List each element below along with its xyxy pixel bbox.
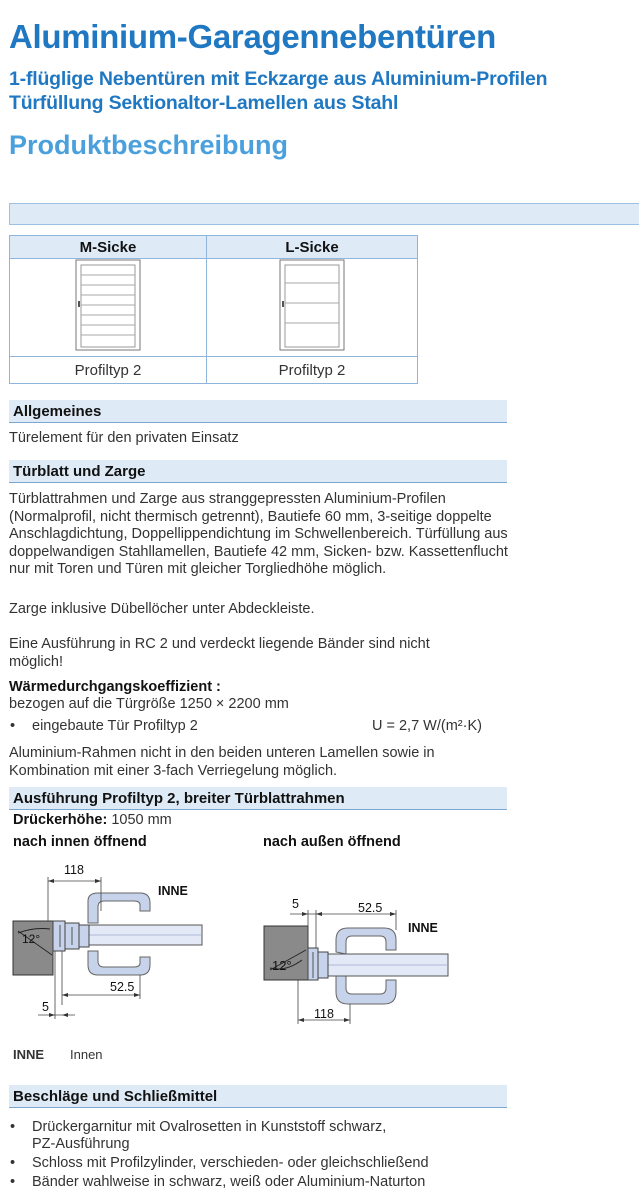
beschlaege-item-3: Bänder wahlweise in schwarz, weiß oder Aluminium-Naturton [32,1174,426,1190]
outward-diagram [250,890,460,1030]
beschlaege-item-1b: PZ-Ausführung [32,1136,130,1152]
legend-key: INNE [13,1047,45,1062]
tuerblatt-paragraph-3: Aluminium-Rahmen nicht in den beiden unteren Lamellen sowie in Kombination mit einer 3-fach Verriegelung möglich. [9,745,435,779]
inward-title: nach innen öffnend [13,834,147,850]
uwert-value: U = 2,7 W/(m²·K) [372,718,482,734]
outward-dim-5: 5 [292,897,299,911]
profile-label-l: Profiltyp 2 [207,357,418,384]
allgemeines-text: Türelement für den privaten Einsatz [9,430,239,446]
uwert-subtitle: bezogen auf die Türgröße 1250 × 2200 mm [9,696,289,712]
bullet-icon: • [10,1174,16,1190]
profile-image-l [207,259,418,357]
profile-table [9,235,418,384]
header-bar [9,203,639,225]
druecker-label: Drückerhöhe: [13,812,108,828]
beschlaege-item-1: Drückergarnitur mit Ovalrosetten in Kunststoff schwarz, [32,1119,387,1135]
section-ausfuehrung: Ausführung Profiltyp 2, breiter Türblattrahmen [9,787,507,810]
tuerblatt-paragraph-1: Türblattrahmen und Zarge aus stranggepressten Aluminium-Profilen (Normalprofil, nicht thermisch getrennt), Bautiefe 60 mm, 3-seitige doppelte Anschlagdichtung, Doppellippendichtung im Schwellenbereich. Türfüllung aus doppelwandigen Stahllamellen, Bautiefe 42 mm, Sicken- bzw. Kassettenflucht nur mit Toren und Türen mit gleicher Torgliedhöhe möglich. [9,491,508,577]
outward-angle: 12° [272,958,292,973]
bullet-icon: • [10,1119,16,1135]
section-title: Produktbeschreibung [9,130,289,160]
profile-header-l: L-Sicke [207,236,418,259]
inward-dim-52-5: 52.5 [110,980,135,994]
inward-dim-5: 5 [42,1000,49,1014]
tuerblatt-paragraph-2: Zarge inklusive Dübellöcher unter Abdeckleiste. [9,601,315,617]
section-allgemeines: Allgemeines [9,400,507,423]
inward-diagram [0,855,240,1025]
uwert-item: eingebaute Tür Profiltyp 2 [32,718,198,734]
section-beschlaege: Beschläge und Schließmittel [9,1085,507,1108]
outward-title: nach außen öffnend [263,834,401,850]
door-m-sicke-icon [75,259,141,351]
outward-dim-118: 118 [314,1007,334,1021]
outward-inne-label: INNE [408,921,438,935]
beschlaege-item-2: Schloss mit Profilzylinder, verschieden- oder gleichschließend [32,1155,429,1171]
subtitle-2: Türfüllung Sektionaltor-Lamellen aus Stahl [9,92,399,114]
druecker-hoehe [13,812,513,830]
profile-header-m: M-Sicke [10,236,207,259]
profile-label-m: Profiltyp 2 [10,357,207,384]
bullet-icon: • [10,718,16,734]
outward-dim-52-5: 52.5 [358,901,383,915]
section-tuerblatt: Türblatt und Zarge [9,460,507,483]
inward-inne-label: INNE [158,884,188,898]
profile-image-m [10,259,207,357]
rc2-note: Eine Ausführung in RC 2 und verdeckt liegende Bänder sind nicht möglich! [9,636,430,670]
inward-dim-118: 118 [64,863,84,877]
legend-value: Innen [70,1047,103,1062]
uwert-title: Wärmedurchgangskoeffizient : [9,679,221,695]
bullet-icon: • [10,1155,16,1171]
inward-angle: 12° [22,932,41,946]
subtitle-1: 1-flüglige Nebentüren mit Eckzarge aus Aluminium-Profilen [9,68,548,90]
druecker-value: 1050 mm [111,812,172,828]
page-title: Aluminium-Garagennebentüren [9,18,496,55]
door-l-sicke-icon [279,259,345,351]
